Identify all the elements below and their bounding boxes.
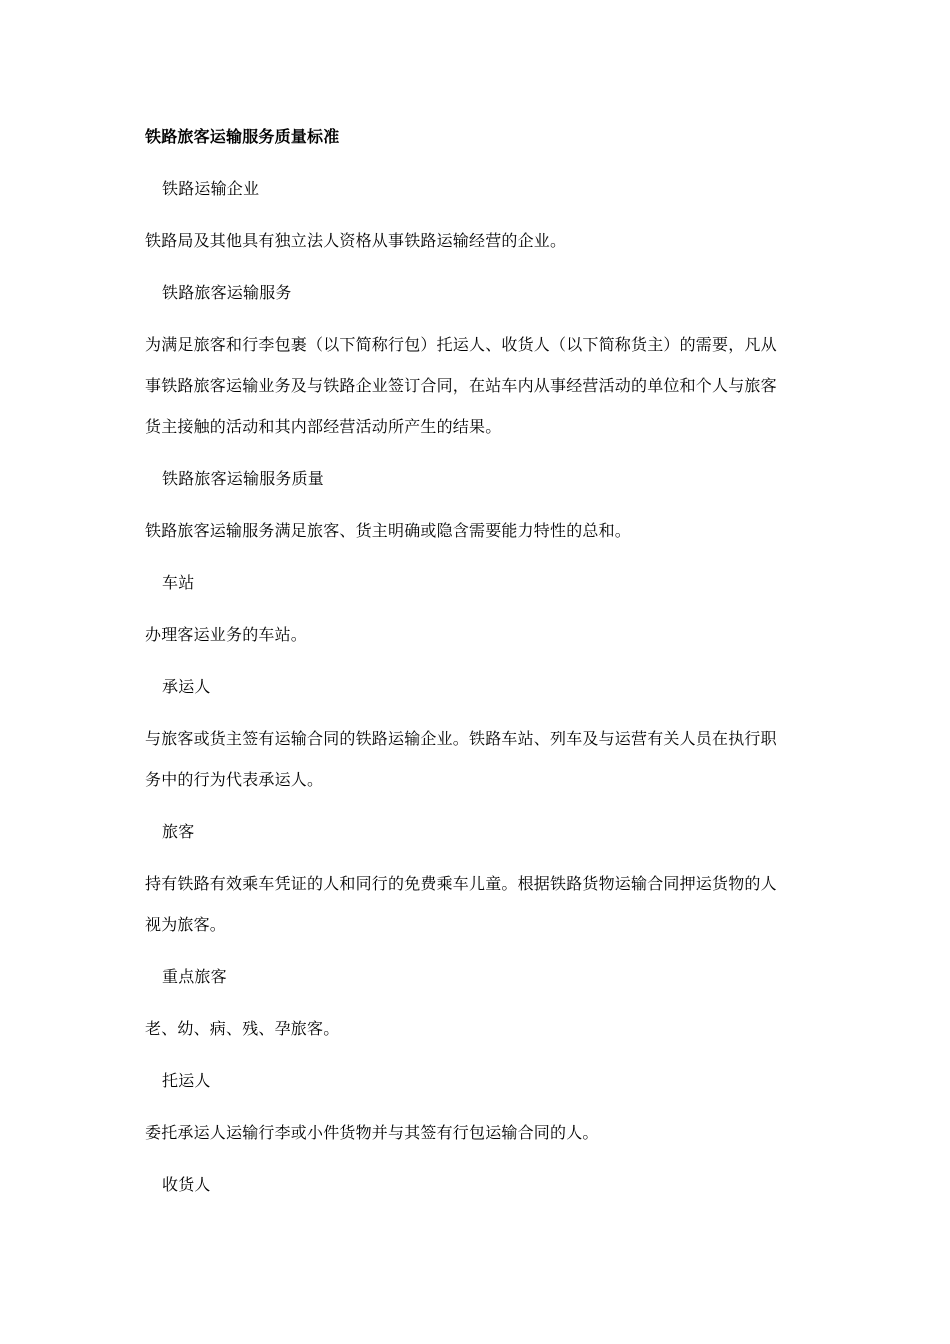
definition-line: 办理客运业务的车站。 [145,625,308,644]
document-title: 铁路旅客运输服务质量标准 [145,127,340,146]
definition-line: 铁路局及其他具有独立法人资格从事铁路运输经营的企业。 [145,231,567,250]
term-heading: 收货人 [162,1175,211,1194]
definition-line: 务中的行为代表承运人。 [145,770,324,789]
definition-line: 老、幼、病、残、孕旅客。 [145,1019,340,1038]
term-heading: 重点旅客 [162,967,227,986]
definition-line: 货主接触的活动和其内部经营活动所产生的结果。 [145,417,502,436]
definition-line: 持有铁路有效乘车凭证的人和同行的免费乘车儿童。根据铁路货物运输合同押运货物的人 [145,874,777,893]
term-heading: 铁路旅客运输服务 [162,283,292,302]
term-heading: 托运人 [162,1071,211,1090]
term-heading: 承运人 [162,677,211,696]
definition-line: 与旅客或货主签有运输合同的铁路运输企业。铁路车站、列车及与运营有关人员在执行职 [145,729,777,748]
term-heading: 车站 [162,573,195,592]
definition-line: 委托承运人运输行李或小件货物并与其签有行包运输合同的人。 [145,1123,599,1142]
term-heading: 铁路旅客运输服务质量 [162,469,325,488]
term-heading: 铁路运输企业 [162,179,260,198]
definition-line: 视为旅客。 [145,915,227,934]
term-heading: 旅客 [162,822,195,841]
definition-line: 事铁路旅客运输业务及与铁路企业签订合同，在站车内从事经营活动的单位和个人与旅客 [145,376,777,395]
definition-line: 为满足旅客和行李包裹（以下简称行包）托运人、收货人（以下简称货主）的需要，凡从 [145,335,777,354]
definition-line: 铁路旅客运输服务满足旅客、货主明确或隐含需要能力特性的总和。 [145,521,632,540]
